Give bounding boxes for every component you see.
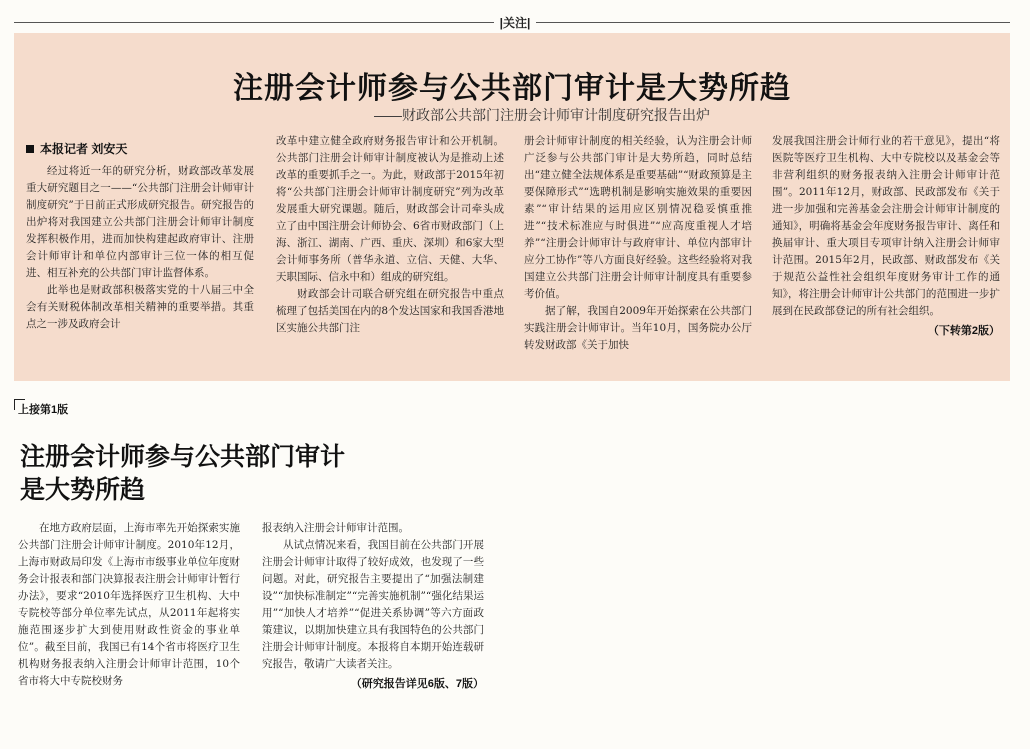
paragraph: 发展我国注册会计师行业的若干意见》，提出“将医院等医疗卫生机构、大中专院校以及基金会等非营利组织的财务报表纳入注册会计师审计范围”。2011年12月，财政部、民政部发布《关于进一步加强和完善基金会注册会计师审计制度的通知》，明确将基金会年度财务报告审计、离任和换届审计、重大项目专项审计纳入注册会计师审计范围。2015年2月，民政部、财政部发布《关于规范公益性社会组织年度财务审计工作的通知》，将注册会计师审计公共部门的范围进一步扩展到在民政部登记的所有社会组织。: [772, 135, 1000, 317]
subheadline: ——财政部公共部门注册会计师审计制度研究报告出炉: [374, 107, 710, 123]
paragraph: 据了解，我国自2009年开始探索在公共部门实践注册会计师审计。当年10月，国务院办公厅转发财政部《关于加快: [524, 305, 752, 351]
paragraph: 在地方政府层面，上海市率先开始探索实施公共部门注册会计师审计制度。2010年12月，上海市财政局印发《上海市市级事业单位年度财务会计报表和部门决算报表注册会计师审计暂行办法》，要求“2010年选择医疗卫生机构、大中专院校等部分单位率先试点，从2011年起将实施范围逐步扩大到使用财政性资金的事业单位”。截至目前，我国已有14个省市将医疗卫生机构财务报表纳入注册会计师审计范围，10个省市将大中专院校财务: [18, 522, 240, 687]
paragraph: 册会计师审计制度的相关经验，认为注册会计师广泛参与公共部门审计是大势所趋，同时总结出“建立健全法规体系是重要基础”“财政预算是主要保障形式”“选聘机制是影响实施效果的重要因素”“审计结果的运用应区别情况稳妥慎重推进”“技术标准应与时俱进”“应高度重视人才培养”“注册会计师审计与政府审计、单位内部审计应分工协作”等八方面良好经验。这些经验将对我国建立公共部门注册会计师审计制度具有重要参考价值。: [524, 135, 752, 300]
paragraph: 从试点情况来看，我国目前在公共部门开展注册会计师审计取得了较好成效，也发现了一些问题。对此，研究报告主要提出了“加强法制建设”“加快标准制定”“完善实施机制”“强化结果运用”“加快人才培养”“促进关系协调”等六方面政策建议，以期加快建立具有我国特色的公共部门注册会计师审计制度。本报将自本期开始连载研究报告，敬请广大读者关注。: [262, 539, 484, 670]
headline: 注册会计师参与公共部门审计是大势所趋: [233, 71, 791, 106]
continued-from-label: 上接第1版: [18, 404, 69, 416]
paragraph: 改革中建立健全政府财务报告审计和公开机制。公共部门注册会计师审计制度被认为是推动上述改革的重要抓手之一。为此，财政部于2015年初将“公共部门注册会计师审计制度研究”列为改革发展重大研究课题。随后，财政部会计司牵头成立了由中国注册会计师协会、6省市财政部门（上海、浙江、湖南、广西、重庆、深圳）和6家大型会计师事务所（普华永道、立信、天健、大华、天职国际、信永中和）组成的研究组。: [276, 135, 504, 283]
continuation-headline: 注册会计师参与公共部门审计 是大势所趋: [20, 442, 346, 504]
section-tag: |关注|: [0, 14, 1030, 31]
featured-article: [14, 33, 1010, 381]
continuation-column-1: [18, 520, 240, 690]
column-2: [276, 133, 504, 337]
continuation-column-2: [262, 520, 484, 691]
continued-on-note: （下转第2版）: [927, 325, 1000, 337]
paragraph: 报表纳入注册会计师审计范围。: [262, 522, 409, 534]
column-1: [26, 163, 254, 333]
square-bullet-icon: [26, 145, 34, 153]
column-3: [524, 133, 752, 354]
paragraph: 财政部会计司联合研究组在研究报告中重点梳理了包括美国在内的8个发达国家和我国香港地区实施公共部门注: [276, 288, 504, 334]
byline: 本报记者 刘安天: [26, 140, 127, 157]
report-reference-note: （研究报告详见6版、7版）: [350, 678, 484, 690]
paragraph: 经过将近一年的研究分析，财政部改革发展重大研究题目之一——“公共部门注册会计师审计制度研究”于日前正式形成研究报告。研究报告的出炉将对我国建立公共部门注册会计师审计制度发挥积极作用，进而加快构建起政府审计、注册会计师审计和单位内部审计三位一体的相互促进、相互补充的公共部门审计监督体系。: [26, 165, 254, 279]
paragraph: 此举也是财政部积极落实党的十八届三中全会有关财税体制改革相关精神的重要举措。其重点之一涉及政府会计: [26, 284, 254, 330]
column-4: [772, 133, 1000, 338]
